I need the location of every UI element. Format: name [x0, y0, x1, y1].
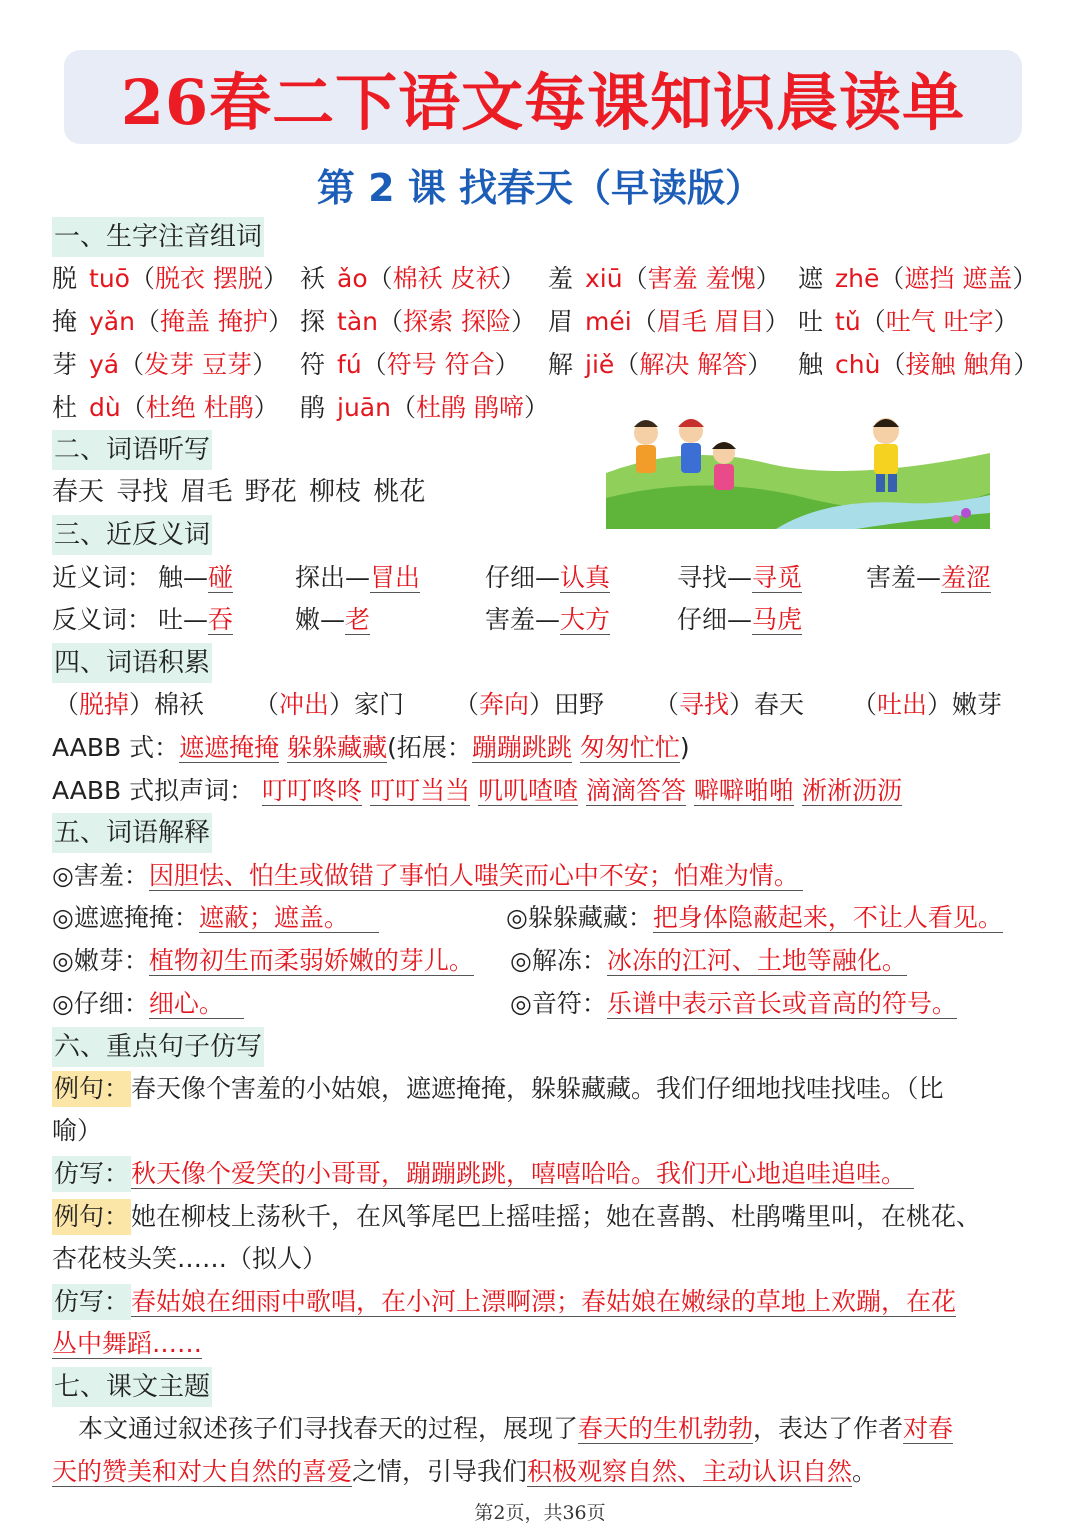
answer: 吞: [208, 605, 234, 634]
imitation-text: 秋天像个爱笑的小哥哥，蹦蹦跳跳，嘻嘻哈哈。我们开心地追哇追哇。: [131, 1159, 914, 1189]
paren: （: [129, 264, 155, 293]
pinyin: chù: [835, 350, 881, 379]
paren: ）: [529, 690, 555, 719]
object-word: 棉袄: [154, 690, 205, 719]
aabb-word: 躲躲藏藏: [287, 733, 388, 762]
antonym-pair: [295, 602, 370, 638]
imitation-sentence-1: [52, 1156, 914, 1192]
example-text-cont: 杏花枝头笑……（拟人）: [52, 1244, 328, 1273]
paren: ）: [523, 393, 549, 422]
compound-words: 棉袄 皮袄: [392, 264, 501, 293]
paren: （: [879, 264, 905, 293]
antonym-pair: [677, 602, 802, 638]
section-heading-dictation: 二、词语听写: [52, 430, 212, 470]
onomatopoeia-word: 噼噼啪啪: [693, 776, 794, 805]
pinyin: tǔ: [835, 307, 861, 336]
term: ◎解冻：: [510, 946, 607, 975]
imitation-tag: 仿写：: [52, 1284, 131, 1320]
theme-line-1: [52, 1411, 953, 1447]
synonym-pair: [677, 560, 802, 596]
theme-highlight: 春天的生机勃勃: [578, 1414, 754, 1443]
character-entry: [52, 347, 277, 383]
aabb-extension-label: (拓展：: [387, 733, 472, 762]
compound-words: 害羞 羞愧: [647, 264, 756, 293]
pinyin: tàn: [337, 307, 378, 336]
paren: ）: [510, 307, 536, 336]
definition: 植物初生而柔弱娇嫩的芽儿。: [148, 946, 474, 975]
paren: （: [880, 350, 906, 379]
answer: 老: [345, 605, 371, 634]
character-entry: [548, 347, 772, 383]
paren: （: [390, 393, 416, 422]
paren: （: [631, 307, 657, 336]
character-entry: [300, 390, 549, 426]
definition: 因胆怯、怕生或做错了事怕人嗤笑而心中不安；怕难为情。: [149, 861, 803, 891]
imitation-text: 春姑娘在细雨中歌唱，在小河上漂啊漂；春姑娘在嫩绿的草地上欢蹦，在花: [131, 1287, 957, 1316]
onomatopoeia-word: 叮叮当当: [370, 776, 471, 805]
word: 吐—: [158, 605, 209, 634]
character: 芽: [52, 350, 78, 379]
answer: 寻觅: [752, 563, 803, 592]
explanation-item: [510, 986, 957, 1022]
paren: ）: [729, 690, 755, 719]
example-sentence-1: [52, 1071, 944, 1107]
word-collocation: [852, 687, 1002, 723]
explanation-item: [52, 943, 474, 979]
character: 探: [300, 307, 326, 336]
explanation-item: [506, 900, 1003, 936]
pinyin: xiū: [585, 264, 623, 293]
word-collocation: [454, 687, 604, 723]
section-heading-accumulate: 四、词语积累: [52, 643, 212, 683]
explanation-item: [510, 943, 907, 979]
character-entry: [548, 304, 790, 340]
answer: 冒出: [370, 563, 421, 592]
page-title: 26春二下语文每课知识晨读单: [120, 65, 966, 139]
definition: 乐谱中表示音长或音高的符号。: [606, 989, 957, 1018]
theme-line-2: [52, 1454, 877, 1490]
compound-words: 遮挡 遮盖: [904, 264, 1013, 293]
character-entry: [52, 304, 293, 340]
paren: （: [119, 350, 145, 379]
paren: （: [54, 690, 80, 719]
theme-highlight: 积极观察自然、主动认识自然: [527, 1457, 853, 1486]
paren: ）: [329, 690, 355, 719]
compound-words: 符号 符合: [386, 350, 495, 379]
word-collocation: [654, 687, 804, 723]
word: 仔细—: [485, 563, 561, 592]
definition: 细心。: [149, 989, 244, 1019]
antonyms-label: 反义词：: [52, 605, 153, 634]
pinyin: dù: [89, 393, 121, 422]
character-entry: [300, 261, 526, 297]
paren: ）: [262, 264, 288, 293]
page-footer: 第2页，共36页: [474, 1502, 606, 1524]
answer-verb: 脱掉: [79, 690, 130, 719]
answer: 羞涩: [941, 563, 992, 592]
character: 袄: [300, 264, 326, 293]
character: 解: [548, 350, 574, 379]
answer-verb: 奔向: [479, 690, 530, 719]
synonyms-label: 近义词：: [52, 563, 153, 592]
word: 害羞—: [485, 605, 561, 634]
character-entry: [300, 347, 520, 383]
aabb-line: [52, 730, 690, 766]
answer: 碰: [208, 563, 234, 592]
word: 触—: [158, 563, 209, 592]
pinyin: yǎn: [89, 307, 135, 336]
paren: ）: [747, 350, 773, 379]
paren: （: [614, 350, 640, 379]
pinyin: tuō: [89, 264, 130, 293]
aabb-sound-label: AABB 式拟声词：: [52, 776, 255, 805]
section-heading-explanations: 五、词语解释: [52, 813, 212, 853]
term: ◎遮遮掩掩：: [52, 903, 199, 932]
paren: （: [361, 350, 387, 379]
pinyin: ǎo: [337, 264, 368, 293]
character: 脱: [52, 264, 78, 293]
theme-highlight: 对春: [903, 1414, 954, 1443]
answer: 认真: [560, 563, 611, 592]
antonym-pair: [485, 602, 610, 638]
paren: （: [622, 264, 648, 293]
paren: ）: [927, 690, 953, 719]
character: 符: [300, 350, 326, 379]
example-text: 春天像个害羞的小姑娘，遮遮掩掩，躲躲藏藏。我们仔细地找哇找哇。（比: [131, 1074, 944, 1103]
explanation-item: [52, 858, 803, 894]
paren: （: [120, 393, 146, 422]
lesson-subtitle: 第 2 课 找春天（早读版）: [316, 166, 764, 210]
explanation-item: [52, 900, 379, 936]
answer: 大方: [560, 605, 611, 634]
imitation-sentence-2-cont: [52, 1326, 202, 1362]
theme-text: 之情，引导我们: [352, 1457, 528, 1486]
paren: （: [377, 307, 403, 336]
imitation-sentence-2: [52, 1284, 956, 1320]
aabb-extension-word: 蹦蹦跳跳: [471, 733, 572, 762]
pinyin: méi: [585, 307, 632, 336]
section-heading-characters: 一、生字注音组词: [52, 217, 264, 257]
theme-text: 。: [852, 1457, 878, 1486]
compound-words: 吐气 吐字: [885, 307, 994, 336]
answer-verb: 冲出: [279, 690, 330, 719]
compound-words: 脱衣 摆脱: [154, 264, 263, 293]
object-word: 春天: [754, 690, 805, 719]
onomatopoeia-word: 叽叽喳喳: [478, 776, 579, 805]
onomatopoeia-word: 叮叮咚咚: [262, 776, 363, 805]
paren: ）: [755, 264, 781, 293]
aabb-close-paren: ): [679, 733, 690, 762]
character-entry: [798, 304, 1019, 340]
synonym-pair: [295, 560, 420, 596]
term: ◎嫩芽：: [52, 946, 149, 975]
child-figure: [634, 420, 658, 473]
explanation-item: [52, 986, 244, 1022]
pinyin: yá: [89, 350, 120, 379]
answer: 马虎: [752, 605, 803, 634]
paren: （: [654, 690, 680, 719]
word: 害羞—: [866, 563, 942, 592]
paren: ）: [1012, 264, 1038, 293]
definition: 遮蔽；遮盖。: [199, 903, 379, 933]
imitation-tag: 仿写：: [52, 1156, 131, 1192]
synonym-pair: [485, 560, 610, 596]
child-figure: [678, 419, 704, 473]
aabb-word: 遮遮掩掩: [179, 733, 280, 762]
aabb-label: AABB 式：: [52, 733, 180, 762]
term: ◎音符：: [510, 989, 607, 1018]
section-heading-theme: 七、课文主题: [52, 1367, 212, 1407]
word-collocation: [54, 687, 204, 723]
character-entry: [300, 304, 536, 340]
section-heading-synonyms: 三、近反义词: [52, 515, 212, 555]
term: ◎躲躲藏藏：: [506, 903, 653, 932]
word: 仔细—: [677, 605, 753, 634]
synonym-pair: [158, 560, 233, 596]
word: 寻找—: [677, 563, 753, 592]
pinyin: fú: [337, 350, 362, 379]
pinyin: juān: [337, 393, 391, 422]
word: 探出—: [295, 563, 371, 592]
character: 杜: [52, 393, 78, 422]
theme-text: ，表达了作者: [753, 1414, 904, 1443]
example-tag: 例句：: [52, 1199, 131, 1235]
character-entry: [52, 261, 288, 297]
example-sentence-2: [52, 1199, 981, 1235]
dictation-words: 春天 寻找 眉毛 野花 柳枝 桃花: [52, 477, 426, 507]
character: 羞: [548, 264, 574, 293]
synonym-pair: [866, 560, 991, 596]
compound-words: 杜绝 杜鹃: [145, 393, 254, 422]
child-figure: [712, 442, 736, 490]
paren: ）: [267, 307, 293, 336]
paren: （: [367, 264, 393, 293]
character: 吐: [798, 307, 824, 336]
object-word: 家门: [354, 690, 405, 719]
character-entry: [548, 261, 781, 297]
compound-words: 探索 探险: [403, 307, 511, 336]
example-tag: 例句：: [52, 1071, 131, 1107]
paren: ）: [252, 350, 278, 379]
character: 眉: [548, 307, 574, 336]
compound-words: 接触 触角: [905, 350, 1014, 379]
compound-words: 杜鹃 鹃啼: [416, 393, 524, 422]
paren: ）: [993, 307, 1019, 336]
definition: 把身体隐蔽起来，不让人看见。: [652, 903, 1003, 932]
paren: ）: [764, 307, 790, 336]
theme-text: 本文通过叙述孩子们寻找春天的过程，展现了: [78, 1414, 579, 1443]
theme-highlight: 天的赞美和对大自然的喜爱: [52, 1457, 353, 1486]
object-word: 嫩芽: [952, 690, 1003, 719]
aabb-sound-line: [52, 773, 902, 809]
answer-verb: 寻找: [679, 690, 730, 719]
character: 遮: [798, 264, 824, 293]
character-entry: [52, 390, 279, 426]
character: 鹃: [300, 393, 326, 422]
children-spring-illustration: [606, 403, 990, 529]
compound-words: 解决 解答: [639, 350, 748, 379]
answer-verb: 吐出: [877, 690, 928, 719]
title-banner: [64, 50, 1022, 144]
compound-words: 掩盖 掩护: [160, 307, 268, 336]
term: ◎仔细：: [52, 989, 149, 1018]
paren: ）: [500, 264, 526, 293]
aabb-extension-word: 匆匆忙忙: [579, 733, 680, 762]
paren: ）: [253, 393, 279, 422]
character-entry: [798, 347, 1038, 383]
compound-words: 眉毛 眉目: [656, 307, 765, 336]
term: ◎害羞：: [52, 861, 149, 890]
paren: （: [454, 690, 480, 719]
example-text-cont: 喻）: [52, 1116, 103, 1145]
example-text: 她在柳枝上荡秋千，在风筝尾巴上摇哇摇；她在喜鹊、杜鹃嘴里叫，在桃花、: [131, 1202, 982, 1231]
word-collocation: [254, 687, 404, 723]
onomatopoeia-word: 淅淅沥沥: [801, 776, 902, 805]
character: 触: [798, 350, 824, 379]
word: 嫩—: [295, 605, 346, 634]
character: 掩: [52, 307, 78, 336]
onomatopoeia-word: 滴滴答答: [586, 776, 687, 805]
paren: ）: [494, 350, 520, 379]
paren: （: [254, 690, 280, 719]
paren: ）: [1013, 350, 1039, 379]
pinyin: jiě: [585, 350, 615, 379]
object-word: 田野: [554, 690, 605, 719]
imitation-text: 丛中舞蹈……: [52, 1329, 203, 1358]
compound-words: 发芽 豆芽: [144, 350, 253, 379]
section-heading-imitation: 六、重点句子仿写: [52, 1027, 264, 1067]
paren: （: [860, 307, 886, 336]
pinyin: zhē: [835, 264, 880, 293]
definition: 冰冻的江河、土地等融化。: [606, 946, 907, 975]
paren: （: [852, 690, 878, 719]
antonym-pair: [158, 602, 233, 638]
paren: ）: [129, 690, 155, 719]
character-entry: [798, 261, 1037, 297]
paren: （: [134, 307, 160, 336]
